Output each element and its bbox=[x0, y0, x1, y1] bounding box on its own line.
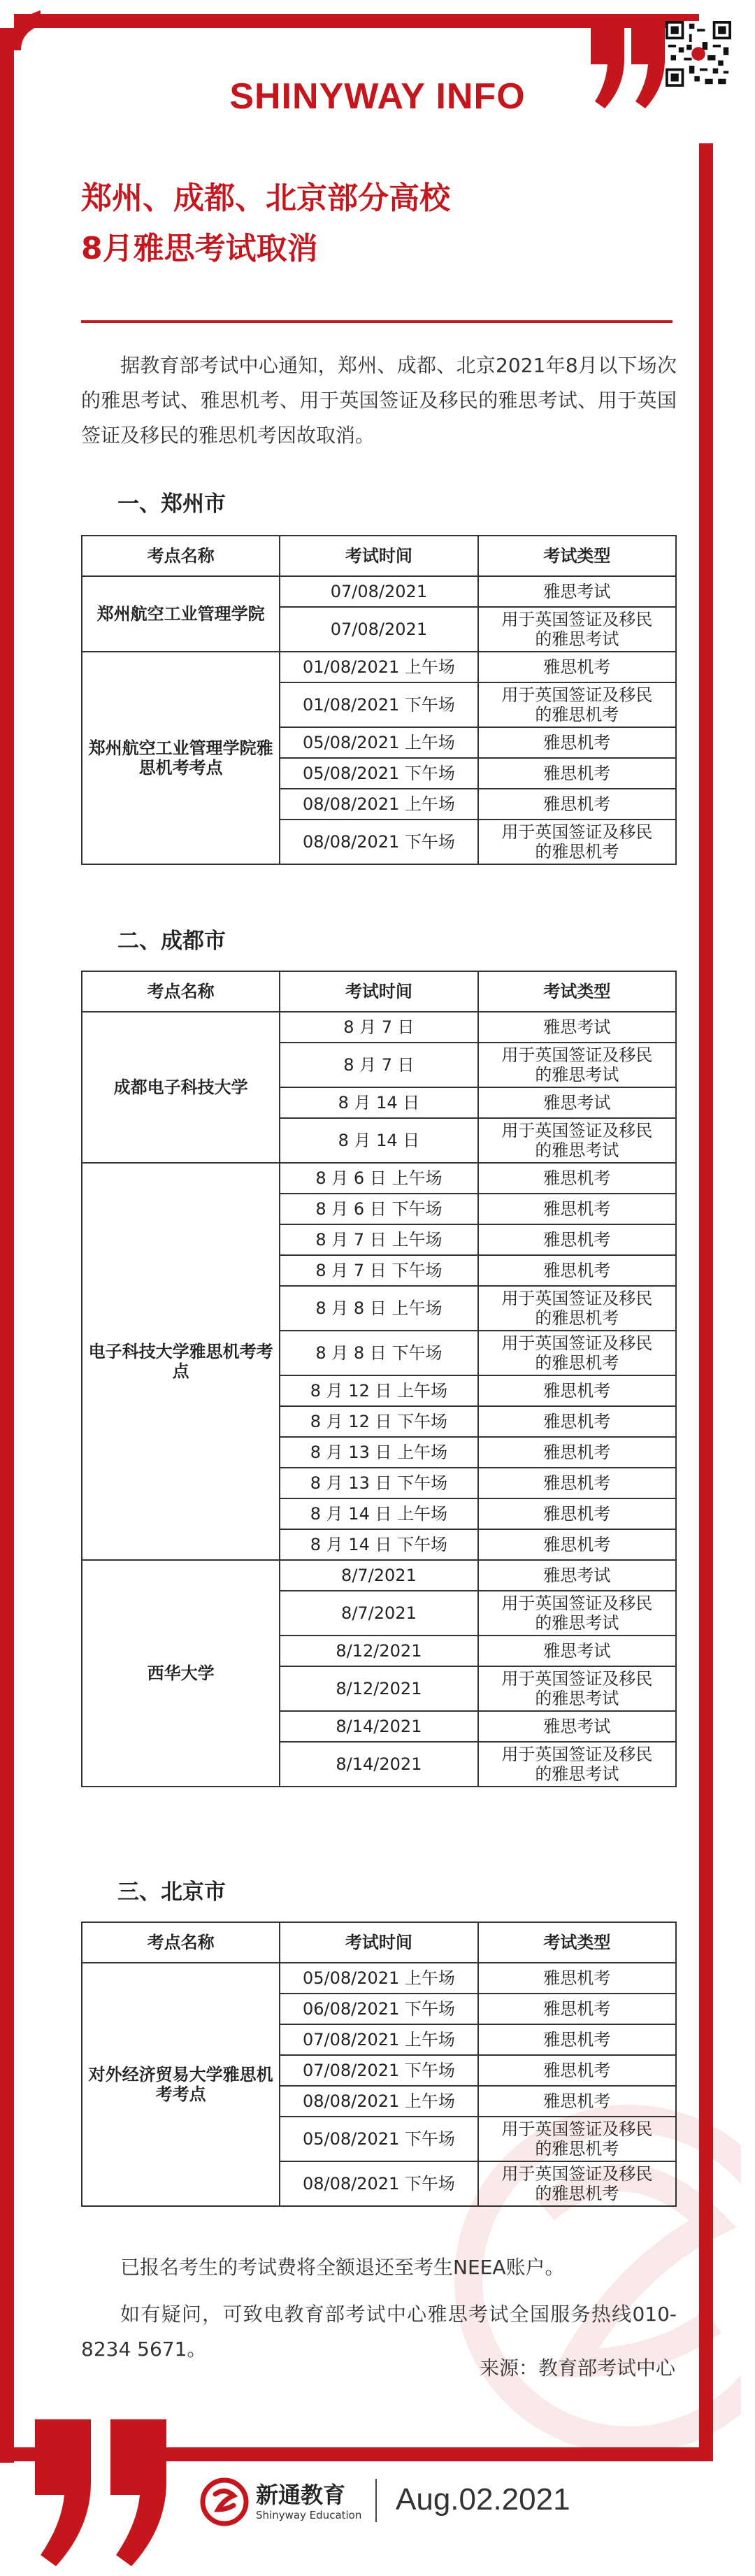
time-cell: 8 月 12 日 上午场 bbox=[280, 1375, 478, 1406]
section-title-chengdu: 二、成都市 bbox=[117, 929, 226, 954]
type-cell: 用于英国签证及移民的雅思机考 bbox=[478, 1286, 676, 1331]
header-title: SHINYWAY INFO bbox=[229, 76, 526, 117]
table-body bbox=[82, 1963, 676, 2206]
type-cell: 雅思机考 bbox=[478, 1255, 676, 1286]
red-frame-left-bar bbox=[0, 28, 14, 2461]
type-cell: 雅思机考 bbox=[478, 789, 676, 820]
type-cell: 雅思机考 bbox=[478, 1224, 676, 1255]
time-cell: 8 月 7 日 下午场 bbox=[280, 1255, 478, 1286]
footer-brand bbox=[200, 2474, 361, 2530]
time-cell: 8 月 8 日 上午场 bbox=[280, 1286, 478, 1331]
col-venue-header: 考点名称 bbox=[82, 971, 280, 1012]
col-type-header: 考试类型 bbox=[478, 536, 676, 576]
type-cell: 雅思考试 bbox=[478, 576, 676, 607]
type-cell: 雅思机考 bbox=[478, 1994, 676, 2024]
time-cell: 8 月 14 日 bbox=[280, 1118, 478, 1163]
time-cell: 8/12/2021 bbox=[280, 1666, 478, 1711]
table-zhengzhou bbox=[81, 535, 677, 865]
col-time-header: 考试时间 bbox=[280, 536, 478, 576]
type-cell: 用于英国签证及移民的雅思考试 bbox=[478, 1742, 676, 1787]
time-cell: 05/08/2021 下午场 bbox=[280, 758, 478, 789]
table-row bbox=[82, 1963, 676, 1994]
hotline-note: 如有疑问，可致电教育部考试中心雅思考试全国服务热线010-8234 5671。 bbox=[81, 2303, 677, 2361]
type-cell: 用于英国签证及移民的雅思考试 bbox=[478, 607, 676, 652]
time-cell: 8/7/2021 bbox=[280, 1560, 478, 1591]
type-cell: 用于英国签证及移民的雅思考试 bbox=[478, 1666, 676, 1711]
type-cell: 雅思机考 bbox=[478, 758, 676, 789]
time-cell: 07/08/2021 下午场 bbox=[280, 2055, 478, 2086]
time-cell: 08/08/2021 下午场 bbox=[280, 820, 478, 864]
time-cell: 01/08/2021 上午场 bbox=[280, 652, 478, 682]
type-cell: 用于英国签证及移民的雅思考试 bbox=[478, 1043, 676, 1087]
venue-cell: 成都电子科技大学 bbox=[82, 1012, 280, 1163]
type-cell: 用于英国签证及移民的雅思机考 bbox=[478, 2117, 676, 2161]
venue-cell: 郑州航空工业管理学院雅思机考考点 bbox=[82, 652, 280, 864]
type-cell: 雅思机考 bbox=[478, 1963, 676, 1994]
time-cell: 8/14/2021 bbox=[280, 1742, 478, 1787]
type-cell: 雅思考试 bbox=[478, 1560, 676, 1591]
table-beijing bbox=[81, 1922, 677, 2207]
time-cell: 07/08/2021 bbox=[280, 607, 478, 652]
table-body bbox=[82, 576, 676, 864]
type-cell: 雅思机考 bbox=[478, 1406, 676, 1437]
intro-paragraph: 据教育部考试中心通知，郑州、成都、北京2021年8月以下场次的雅思考试、雅思机考、用于英国签证及移民的雅思考试、用于英国签证及移民的雅思机考因故取消。 bbox=[81, 354, 677, 447]
table-row bbox=[82, 576, 676, 607]
type-cell: 雅思机考 bbox=[478, 1163, 676, 1194]
table-body bbox=[82, 1012, 676, 1787]
type-cell: 雅思机考 bbox=[478, 1498, 676, 1529]
type-cell: 雅思机考 bbox=[478, 652, 676, 682]
table-row bbox=[82, 1560, 676, 1591]
type-cell: 雅思机考 bbox=[478, 2024, 676, 2055]
headline-divider bbox=[81, 320, 673, 323]
type-cell: 雅思机考 bbox=[478, 1529, 676, 1560]
col-time-header: 考试时间 bbox=[280, 971, 478, 1012]
time-cell: 8 月 13 日 上午场 bbox=[280, 1437, 478, 1468]
time-cell: 08/08/2021 上午场 bbox=[280, 789, 478, 820]
type-cell: 雅思考试 bbox=[478, 1087, 676, 1118]
type-cell: 用于英国签证及移民的雅思考试 bbox=[478, 1591, 676, 1636]
time-cell: 05/08/2021 上午场 bbox=[280, 727, 478, 758]
type-cell: 雅思机考 bbox=[478, 1375, 676, 1406]
table-header-row bbox=[82, 971, 676, 1012]
time-cell: 8 月 8 日 下午场 bbox=[280, 1331, 478, 1375]
table-row bbox=[82, 1163, 676, 1194]
headline-line-1: 郑州、成都、北京部分高校 bbox=[81, 180, 450, 216]
time-cell: 08/08/2021 上午场 bbox=[280, 2086, 478, 2117]
time-cell: 07/08/2021 上午场 bbox=[280, 2024, 478, 2055]
type-cell: 雅思机考 bbox=[478, 1468, 676, 1498]
type-cell: 用于英国签证及移民的雅思考试 bbox=[478, 1118, 676, 1163]
shinyway-logo-icon bbox=[200, 2477, 249, 2526]
col-venue-header: 考点名称 bbox=[82, 536, 280, 576]
section-title-beijing: 三、北京市 bbox=[117, 1880, 226, 1905]
table-header-row bbox=[82, 536, 676, 576]
type-cell: 雅思考试 bbox=[478, 1636, 676, 1666]
time-cell: 8 月 12 日 下午场 bbox=[280, 1406, 478, 1437]
time-cell: 8/14/2021 bbox=[280, 1711, 478, 1742]
type-cell: 雅思考试 bbox=[478, 1711, 676, 1742]
col-venue-header: 考点名称 bbox=[82, 1922, 280, 1963]
col-time-header: 考试时间 bbox=[280, 1922, 478, 1963]
table-row bbox=[82, 1012, 676, 1043]
type-cell: 雅思机考 bbox=[478, 1194, 676, 1224]
venue-cell: 电子科技大学雅思机考考点 bbox=[82, 1163, 280, 1560]
col-type-header: 考试类型 bbox=[478, 971, 676, 1012]
headline-line-2: 8月雅思考试取消 bbox=[81, 231, 318, 266]
time-cell: 08/08/2021 下午场 bbox=[280, 2161, 478, 2206]
brand-name-cn: 新通教育 bbox=[256, 2482, 346, 2508]
time-cell: 05/08/2021 下午场 bbox=[280, 2117, 478, 2161]
time-cell: 8 月 6 日 下午场 bbox=[280, 1194, 478, 1224]
venue-cell: 对外经济贸易大学雅思机考考点 bbox=[82, 1963, 280, 2206]
time-cell: 8 月 7 日 bbox=[280, 1043, 478, 1087]
type-cell: 雅思机考 bbox=[478, 2055, 676, 2086]
headline bbox=[81, 173, 682, 274]
time-cell: 05/08/2021 上午场 bbox=[280, 1963, 478, 1994]
venue-cell: 西华大学 bbox=[82, 1560, 280, 1787]
type-cell: 用于英国签证及移民的雅思机考 bbox=[478, 2161, 676, 2206]
table-row bbox=[82, 652, 676, 682]
refund-note: 已报名考生的考试费将全额退还至考生NEEA账户。 bbox=[120, 2256, 565, 2279]
quote-mark-bottom-icon bbox=[28, 2405, 175, 2573]
table-header-row bbox=[82, 1922, 676, 1963]
col-type-header: 考试类型 bbox=[478, 1922, 676, 1963]
type-cell: 用于英国签证及移民的雅思机考 bbox=[478, 682, 676, 727]
time-cell: 8 月 14 日 上午场 bbox=[280, 1498, 478, 1529]
brand-name-en: Shinyway Education bbox=[256, 2509, 362, 2521]
publish-date: Aug.02.2021 bbox=[396, 2482, 570, 2517]
time-cell: 8 月 6 日 上午场 bbox=[280, 1163, 478, 1194]
footer-separator bbox=[375, 2479, 377, 2522]
type-cell: 雅思考试 bbox=[478, 1012, 676, 1043]
section-title-zhengzhou: 一、郑州市 bbox=[117, 492, 226, 517]
time-cell: 8 月 13 日 下午场 bbox=[280, 1468, 478, 1498]
time-cell: 06/08/2021 下午场 bbox=[280, 1994, 478, 2024]
type-cell: 雅思机考 bbox=[478, 727, 676, 758]
type-cell: 雅思机考 bbox=[478, 2086, 676, 2117]
time-cell: 01/08/2021 下午场 bbox=[280, 682, 478, 727]
time-cell: 8/7/2021 bbox=[280, 1591, 478, 1636]
venue-cell: 郑州航空工业管理学院 bbox=[82, 576, 280, 652]
time-cell: 8 月 7 日 上午场 bbox=[280, 1224, 478, 1255]
source-note: 来源：教育部考试中心 bbox=[479, 2356, 675, 2380]
time-cell: 8 月 7 日 bbox=[280, 1012, 478, 1043]
time-cell: 8 月 14 日 bbox=[280, 1087, 478, 1118]
type-cell: 雅思机考 bbox=[478, 1437, 676, 1468]
time-cell: 07/08/2021 bbox=[280, 576, 478, 607]
type-cell: 用于英国签证及移民的雅思机考 bbox=[478, 1331, 676, 1375]
table-chengdu bbox=[81, 971, 677, 1787]
time-cell: 8/12/2021 bbox=[280, 1636, 478, 1666]
type-cell: 用于英国签证及移民的雅思机考 bbox=[478, 820, 676, 864]
time-cell: 8 月 14 日 下午场 bbox=[280, 1529, 478, 1560]
